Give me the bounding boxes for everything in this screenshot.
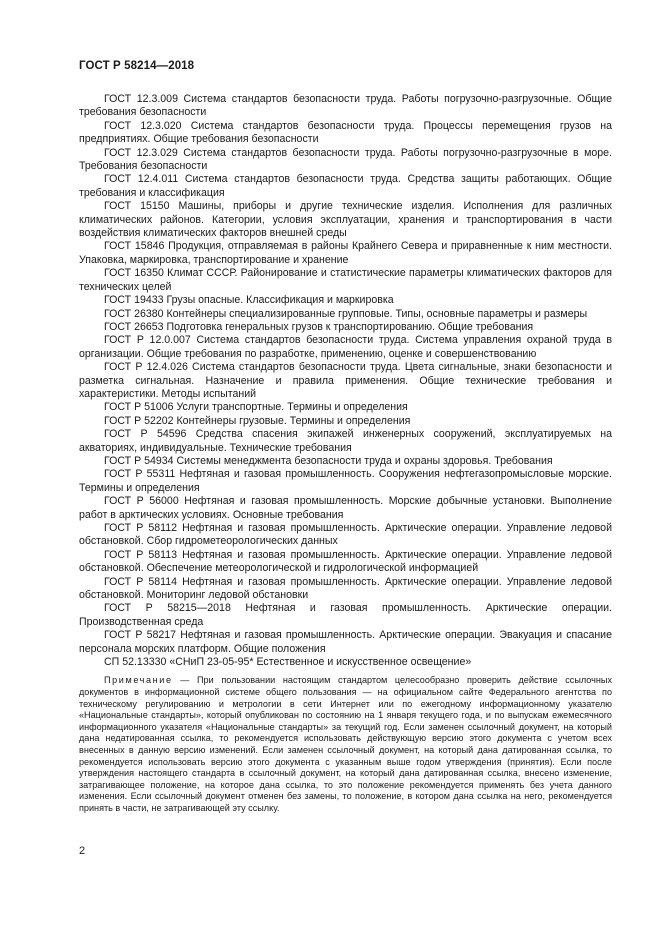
reference-item: ГОСТ Р 51006 Услуги транспортные. Термины и определения — [104, 401, 408, 414]
reference-item: ГОСТ 12.3.009 Система стандартов безопасности труда. Работы погрузочно-разгрузочные. Общие требования безопасности — [79, 93, 612, 119]
reference-item: ГОСТ Р 56000 Нефтяная и газовая промышленность. Морские добычные установки. Выполнение работ в арктических условиях. Основные требования — [79, 495, 612, 521]
reference-item: ГОСТ Р 58217 Нефтяная и газовая промышленность. Арктические операции. Эвакуация и спасание персонала морских платформ. Общие положения — [79, 629, 612, 655]
reference-item: СП 52.13330 «СНиП 23-05-95* Естественное и искусственное освещение» — [104, 656, 472, 669]
reference-item: ГОСТ Р 54934 Системы менеджмента безопасности труда и охраны здоровья. Требования — [104, 454, 553, 467]
reference-item: ГОСТ 16350 Климат СССР. Районирование и статистические параметры климатических факторов для технических целей — [79, 267, 612, 293]
reference-item: ГОСТ Р 58215—2018 Нефтяная и газовая промышленность. Арктические операции. Производственная среда — [79, 602, 612, 628]
reference-item: ГОСТ Р 52202 Контейнеры грузовые. Термины и определения — [104, 414, 411, 427]
reference-item: ГОСТ Р 58112 Нефтяная и газовая промышленность. Арктические операции. Управление ледовой обстановкой. Сбор гидрометеорологических данных — [79, 522, 612, 548]
note-label: Примечание — [104, 675, 173, 686]
reference-item: ГОСТ Р 12.4.026 Система стандартов безопасности труда. Цвета сигнальные, знаки безопасности и разметка сигнальная. Назначение и правила применения. Общие технические требования и характеристики. Методы испытаний — [79, 361, 612, 400]
page-number: 2 — [79, 845, 86, 857]
reference-item: ГОСТ 15150 Машины, приборы и другие технические изделия. Исполнения для различных климатических районов. Категории, условия эксплуатации, хранения и транспортирования в части воздействия климатических факторов внешней среды — [79, 200, 612, 240]
reference-item: ГОСТ 15846 Продукция, отправляемая в районы Крайнего Севера и приравненные к ним местности. Упаковка, маркировка, транспортирование и хранение — [79, 240, 612, 266]
reference-item: ГОСТ 12.4.011 Система стандартов безопасности труда. Средства защиты работающих. Общие требования и классификация — [79, 173, 612, 199]
reference-item: ГОСТ Р 54596 Средства спасения экипажей инженерных сооружений, эксплуатируемых на акваториях, индивидуальные. Технические требования — [79, 428, 612, 454]
reference-item: ГОСТ 19433 Грузы опасные. Классификация и маркировка — [104, 294, 394, 307]
reference-item: ГОСТ Р 58113 Нефтяная и газовая промышленность. Арктические операции. Управление ледовой обстановкой. Обеспечение метеорологической и гидрологической информацией — [79, 548, 612, 575]
reference-item: ГОСТ 26380 Контейнеры специализированные групповые. Типы, основные параметры и размеры — [104, 307, 588, 320]
reference-item: ГОСТ 12.3.020 Система стандартов безопасности труда. Процессы перемещения грузов на предприятиях. Общие требования безопасности — [79, 119, 612, 146]
reference-item: ГОСТ Р 12.0.007 Система стандартов безопасности труда. Система управления охраной труда в организации. Общие требования по разработке, применению, оценке и совершенствованию — [79, 334, 612, 360]
document-header: ГОСТ Р 58214—2018 — [79, 60, 195, 72]
references-list — [79, 93, 612, 815]
reference-item: ГОСТ 12.3.029 Система стандартов безопасности труда. Работы погрузочно-разгрузочные в море. Требования безопасности — [79, 146, 612, 173]
reference-item: ГОСТ Р 55311 Нефтяная и газовая промышленность. Сооружения нефтегазопромысловые морские. Термины и определения — [79, 468, 612, 494]
note-paragraph — [79, 675, 612, 814]
note-text: — При пользовании настоящим стандартом целесообразно проверить действие ссылочных документов в информационной системе общего пользования — на официальном сайте Федерального агентства по техническому регулированию и метрологии в сети Интернет или по ежегодному информационному указателю «Национальные стандарты», который опубликован по состоянию на 1 января текущего года, и по выпускам ежемесячного информационного указателя «Национальные стандарты» за текущий год. Если заменен ссылочный документ, на который дана недатированная ссылка, то рекомендуется использовать действующую версию этого документа с учетом всех внесенных в данную версию изменений. Если заменен ссылочный документ, на который дана датированная ссылка, то рекомендуется использовать версию этого документа с указанным выше годом утверждения (принятия). Если после утверждения настоящего стандарта в ссылочный документ, на который дана датированная ссылка, внесено изменение, затрагивающее положение, на которое дана ссылка, то это положение рекомендуется применять без учета данного изменения. Если ссылочный документ отменен без замены, то положение, в котором дана ссылка на него, рекомендуется принять в части, не затрагивающей эту ссылку. — [79, 675, 612, 813]
reference-item: ГОСТ 26653 Подготовка генеральных грузов к транспортированию. Общие требования — [104, 320, 534, 333]
reference-item: ГОСТ Р 58114 Нефтяная и газовая промышленность. Арктические операции. Управление ледовой обстановкой. Мониторинг ледовой обстановки — [79, 575, 612, 602]
